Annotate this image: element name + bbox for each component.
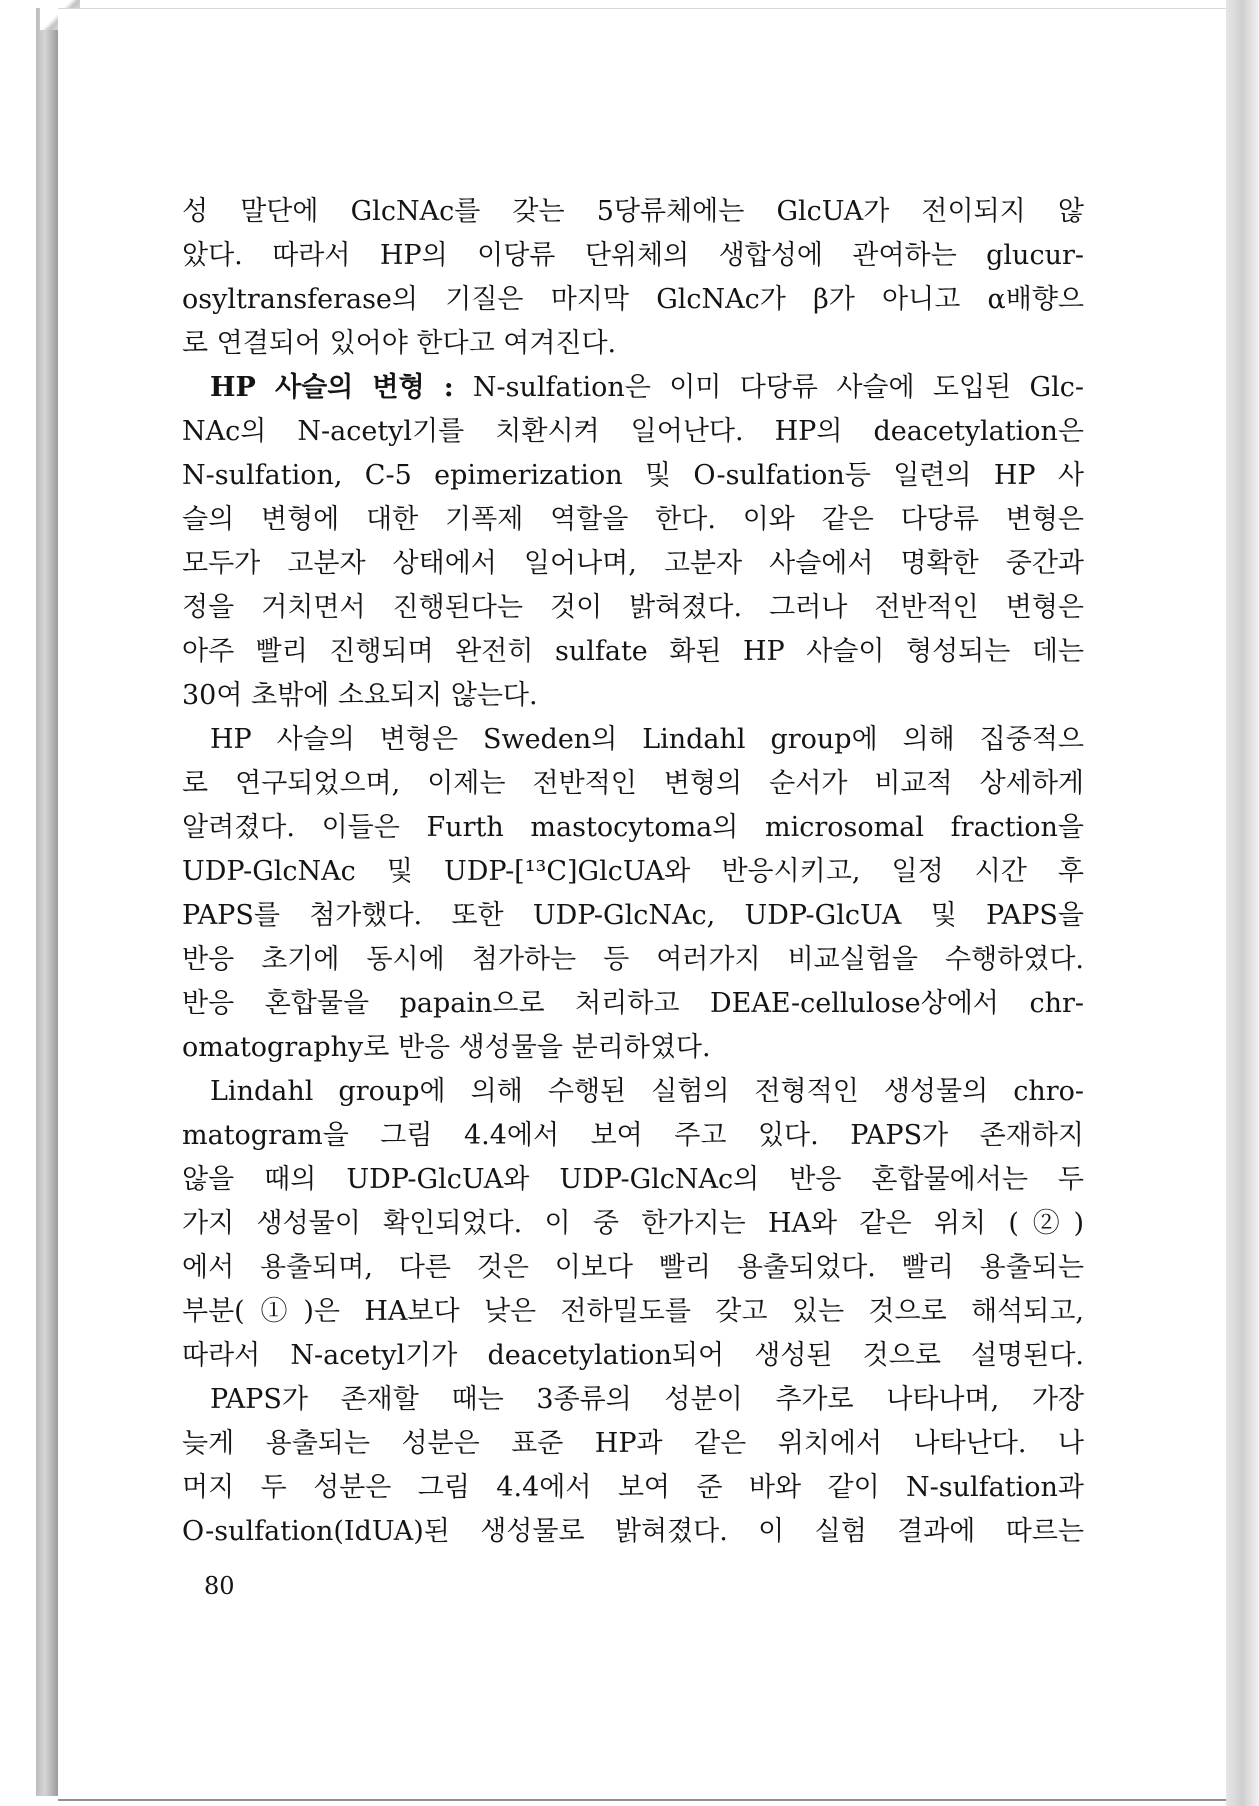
- line-text: 정을 거치면서 진행된다는 것이 밝혀졌다. 그러나 전반적인 변형은: [182, 592, 1084, 623]
- text-line: [182, 1422, 1084, 1466]
- line-text: 않을 때의 UDP-GlcUA와 UDP-GlcNAc의 반응 혼합물에서는 두: [182, 1164, 1084, 1195]
- line-text: 부분(①)은 HA보다 낮은 전하밀도를 갖고 있는 것으로 해석되고,: [182, 1296, 1084, 1327]
- line-text: Lindahl group에 의해 수행된 실험의 전형적인 생성물의 chro-: [210, 1076, 1084, 1107]
- text-line: [182, 1466, 1084, 1510]
- line-text: 았다. 따라서 HP의 이당류 단위체의 생합성에 관여하는 glucur-: [182, 240, 1084, 271]
- text-line: [182, 322, 1084, 366]
- line-text: 로 연결되어 있어야 한다고 여겨진다.: [182, 328, 617, 359]
- book-spine-edge: [36, 8, 58, 1796]
- line-text: 아주 빨리 진행되며 완전히 sulfate 화된 HP 사슬이 형성되는 데는: [182, 636, 1084, 667]
- text-line: [182, 454, 1084, 498]
- text-line: [182, 938, 1084, 982]
- text-line: [182, 278, 1084, 322]
- line-text: 가지 생성물이 확인되었다. 이 중 한가지는 HA와 같은 위치 (②): [182, 1208, 1084, 1239]
- text-line: [182, 1334, 1084, 1378]
- line-text: PAPS를 첨가했다. 또한 UDP-GlcNAc, UDP-GlcUA 및 PAPS을: [182, 900, 1084, 931]
- page-number: 80: [204, 1572, 235, 1600]
- body-text: [182, 190, 1084, 1554]
- line-text: NAc의 N-acetyl기를 치환시켜 일어난다. HP의 deacetylation은: [182, 416, 1084, 447]
- line-text: O-sulfation(IdUA)된 생성물로 밝혀졌다. 이 실험 결과에 따르는: [182, 1516, 1084, 1547]
- text-line: [182, 1114, 1084, 1158]
- line-text: N-sulfation, C-5 epimerization 및 O-sulfation등 일련의 HP 사: [182, 460, 1084, 491]
- text-line: [182, 630, 1084, 674]
- line-text: 슬의 변형에 대한 기폭제 역할을 한다. 이와 같은 다당류 변형은: [182, 504, 1084, 535]
- line-text: 반응 초기에 동시에 첨가하는 등 여러가지 비교실험을 수행하였다.: [182, 944, 1084, 975]
- text-line: [182, 850, 1084, 894]
- line-text: matogram을 그림 4.4에서 보여 주고 있다. PAPS가 존재하지: [182, 1120, 1084, 1151]
- text-line: [182, 1246, 1084, 1290]
- text-line: [182, 190, 1084, 234]
- text-line: [182, 674, 1084, 718]
- text-line: [182, 1026, 1084, 1070]
- text-line: [182, 806, 1084, 850]
- text-line: [182, 1070, 1084, 1114]
- text-line: [182, 586, 1084, 630]
- line-text: 반응 혼합물을 papain으로 처리하고 DEAE-cellulose상에서 chr-: [182, 988, 1084, 1019]
- text-line: [182, 1510, 1084, 1554]
- line-text: 늦게 용출되는 성분은 표준 HP과 같은 위치에서 나타난다. 나: [182, 1428, 1084, 1459]
- line-text: 알려졌다. 이들은 Furth mastocytoma의 microsomal fraction을: [182, 812, 1084, 843]
- line-text: omatography로 반응 생성물을 분리하였다.: [182, 1032, 711, 1063]
- text-line: [182, 498, 1084, 542]
- text-line: [182, 718, 1084, 762]
- line-text: 머지 두 성분은 그림 4.4에서 보여 준 바와 같이 N-sulfation과: [182, 1472, 1084, 1503]
- text-line: [182, 234, 1084, 278]
- line-text: UDP-GlcNAc 및 UDP-[¹³C]GlcUA와 반응시키고, 일정 시간 후: [182, 856, 1084, 887]
- line-text: 로 연구되었으며, 이제는 전반적인 변형의 순서가 비교적 상세하게: [182, 768, 1084, 799]
- text-line: [182, 894, 1084, 938]
- line-text: 따라서 N-acetyl기가 deacetylation되어 생성된 것으로 설명된다.: [182, 1340, 1084, 1371]
- text-line: [182, 1378, 1084, 1422]
- line-text: 모두가 고분자 상태에서 일어나며, 고분자 사슬에서 명확한 중간과: [182, 548, 1084, 579]
- page-stack-edge: [1226, 0, 1259, 1806]
- text-line: [182, 1158, 1084, 1202]
- text-line: [182, 1202, 1084, 1246]
- line-text: osyltransferase의 기질은 마지막 GlcNAc가 β가 아니고 α배향으: [182, 284, 1084, 315]
- section-heading: HP 사슬의 변형 :: [210, 372, 473, 403]
- text-line: [182, 366, 1084, 410]
- line-text: PAPS가 존재할 때는 3종류의 성분이 추가로 나타나며, 가장: [210, 1384, 1084, 1415]
- text-line: [182, 762, 1084, 806]
- text-line: [182, 410, 1084, 454]
- text-line: [182, 1290, 1084, 1334]
- line-text: 30여 초밖에 소요되지 않는다.: [182, 680, 538, 711]
- line-text: N-sulfation은 이미 다당류 사슬에 도입된 Glc-: [472, 372, 1084, 403]
- line-text: 에서 용출되며, 다른 것은 이보다 빨리 용출되었다. 빨리 용출되는: [182, 1252, 1084, 1283]
- line-text: HP 사슬의 변형은 Sweden의 Lindahl group에 의해 집중적으: [210, 724, 1084, 755]
- text-line: [182, 542, 1084, 586]
- line-text: 성 말단에 GlcNAc를 갖는 5당류체에는 GlcUA가 전이되지 않: [182, 196, 1084, 227]
- text-line: [182, 982, 1084, 1026]
